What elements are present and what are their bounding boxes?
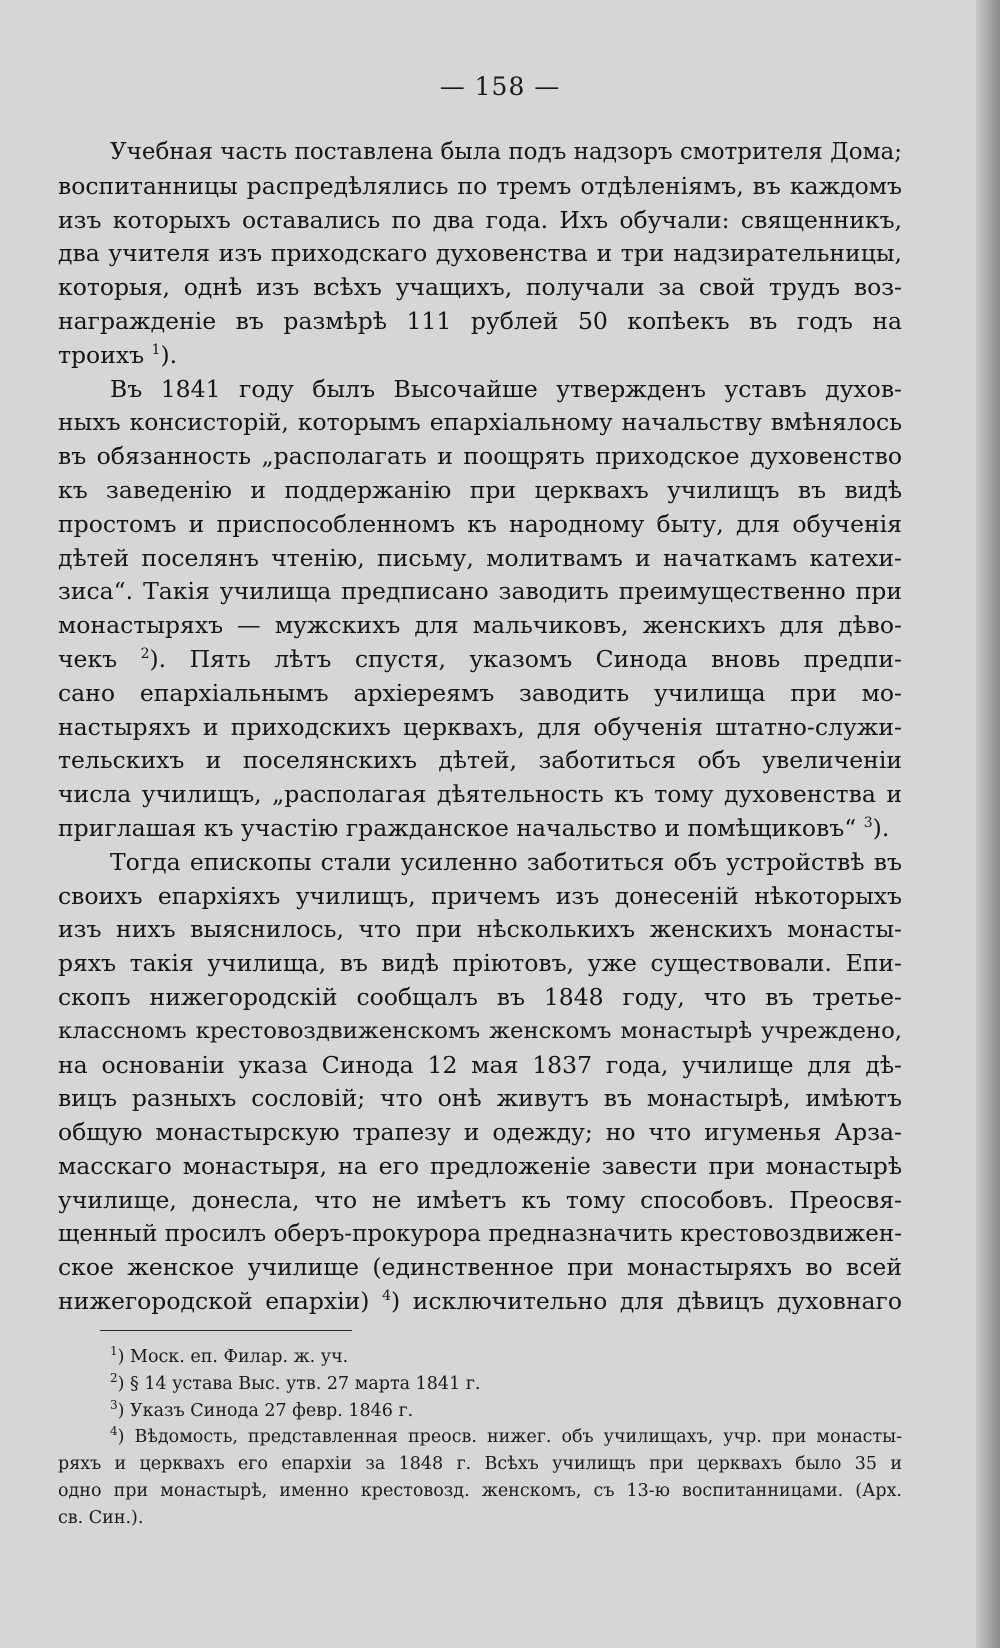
text-line (58, 981, 902, 1015)
footnote-line (58, 1505, 902, 1532)
footnote-text: св. Син.). (58, 1507, 144, 1528)
text-line (58, 947, 902, 981)
text-line (58, 1015, 902, 1049)
footnote-text: ) Вѣдомость, представленная преосв. нижег. объ училищахъ, учр. при монасты- (117, 1427, 902, 1448)
text-line (58, 1082, 902, 1116)
line-text: зиса“. Такія училища предписано заводить преимущественно при (58, 577, 902, 606)
line-text-after: ). (160, 340, 178, 369)
scan-edge-shadow (976, 0, 1000, 1648)
line-text: чекъ (58, 644, 141, 673)
text-line (58, 406, 902, 440)
line-text-after: ) исключительно для дѣвицъ духовнаго (390, 1287, 902, 1316)
text-line (58, 373, 902, 407)
line-text: настыряхъ и приходскихъ церквахъ, для обученія штатно-служи- (58, 712, 902, 741)
footnote-text: ) § 14 устава Выс. утв. 27 марта 1841 г. (117, 1373, 481, 1394)
text-line (58, 508, 902, 542)
line-text: къ заведенію и поддержанію при церквахъ училищъ въ видѣ (58, 475, 902, 504)
line-text: два учителя изъ приходскаго духовенства и три надзирательницы, (58, 239, 902, 268)
text-line (58, 1049, 902, 1083)
footnote-ref: 1 (151, 341, 161, 358)
text-line (58, 846, 902, 880)
line-text: на основаніи указа Синода 12 мая 1837 года, училище для дѣ- (58, 1050, 902, 1079)
text-line (58, 136, 902, 170)
footnote-ref: 2 (140, 645, 150, 662)
text-line (58, 880, 902, 914)
line-text-after: ). (872, 813, 890, 842)
text-line (58, 1116, 902, 1150)
body-text (58, 136, 902, 1319)
text-line (58, 1184, 902, 1218)
footnote-line (58, 1451, 902, 1478)
line-text: въ обязанность „располагать и поощрять приходское духовенство (58, 442, 902, 471)
text-line (58, 271, 902, 305)
footnote-text: ряхъ и церквахъ его епархіи за 1848 г. Всѣхъ училищъ при церквахъ было 35 и (58, 1454, 902, 1475)
footnote-line (58, 1344, 902, 1371)
footnote-ref: 4 (382, 1288, 391, 1305)
line-text-after: ). Пять лѣтъ спустя, указомъ Синода вновь предпи- (149, 644, 902, 673)
text-line (58, 711, 902, 745)
line-text: ряхъ такія училища, въ видѣ пріютовъ, уже существовали. Епи- (58, 949, 902, 978)
line-text: скопъ нижегородскій сообщалъ въ 1848 году, что въ третье- (58, 982, 902, 1011)
footnotes (58, 1344, 902, 1532)
line-text: общую монастырскую трапезу и одежду; но что игуменья Арза- (58, 1118, 902, 1147)
text-line (58, 305, 902, 339)
text-line (58, 237, 902, 271)
footnote-ref: 3 (863, 814, 873, 831)
line-text: вицъ разныхъ сословій; что онѣ живутъ въ монастырѣ, имѣютъ (58, 1084, 902, 1113)
text-line (58, 474, 902, 508)
line-text: изъ которыхъ оставались по два года. Ихъ обучали: священникъ, (58, 205, 902, 234)
text-line (58, 643, 902, 677)
line-text: Тогда епископы стали усиленно заботиться объ устройствѣ въ (110, 847, 902, 876)
line-text: простомъ и приспособленномъ къ народному быту, для обученія (58, 509, 902, 538)
text-line (58, 1150, 902, 1184)
line-text: своихъ епархіяхъ училищъ, причемъ изъ донесеній нѣкоторыхъ (58, 881, 902, 910)
line-text: нижегородской епархіи) (58, 1287, 383, 1316)
text-line (58, 1251, 902, 1285)
text-line (58, 744, 902, 778)
line-text: дѣтей поселянъ чтенію, письму, молитвамъ и начаткамъ катехи- (58, 543, 902, 572)
line-text: масскаго монастыря, на его предложеніе завести при монастырѣ (58, 1151, 902, 1180)
line-text: сано епархіальнымъ архіереямъ заводить училища при мо- (58, 678, 902, 707)
text-line (58, 170, 902, 204)
text-line (58, 778, 902, 812)
line-text: которыя, однѣ изъ всѣхъ учащихъ, получали за свой трудъ воз- (58, 273, 902, 302)
line-text: награжденіе въ размѣрѣ 111 рублей 50 копѣекъ въ годъ на (58, 306, 902, 335)
text-line (58, 1218, 902, 1252)
text-line (58, 575, 902, 609)
footnote-marker: 1 (110, 1344, 118, 1358)
footnote-text: ) Моск. еп. Филар. ж. уч. (117, 1347, 349, 1367)
text-line (58, 339, 902, 373)
line-text: приглашая къ участію гражданское начальство и помѣщиковъ“ (58, 813, 864, 842)
text-line (58, 204, 902, 238)
line-text: классномъ крестовоздвиженскомъ женскомъ монастырѣ учреждено, (58, 1017, 902, 1044)
line-text: тельскихъ и поселянскихъ дѣтей, заботиться объ увеличеніи (58, 746, 902, 775)
text-line (58, 1285, 902, 1319)
page-number: — 158 — (439, 72, 561, 101)
text-line (58, 542, 902, 576)
line-text: воспитанницы распредѣлялись по тремъ отдѣленіямъ, въ каждомъ (58, 171, 902, 200)
line-text: изъ нихъ выяснилось, что при нѣсколькихъ женскихъ монасты- (58, 915, 902, 944)
text-line (58, 677, 902, 711)
text-line (58, 812, 902, 846)
footnote-line (58, 1398, 902, 1425)
footnote-line (58, 1478, 902, 1505)
footnote-line (58, 1371, 902, 1398)
line-text: Въ 1841 году былъ Высочайше утвержденъ уставъ духов- (110, 374, 902, 403)
footnote-divider (100, 1330, 352, 1331)
line-text: ныхъ консисторій, которымъ епархіальному начальству вмѣнялось (58, 408, 902, 437)
footnote-marker: 2 (110, 1370, 118, 1385)
line-text: троихъ (58, 340, 152, 369)
line-text: училище, донесла, что не имѣетъ къ тому способовъ. Преосвя- (58, 1185, 902, 1214)
footnote-marker: 3 (110, 1397, 118, 1412)
line-text: числа училищъ, „располагая дѣятельность къ тому духовенства и (58, 780, 902, 809)
text-line (58, 913, 902, 947)
line-text: Учебная часть поставлена была подъ надзоръ смотрителя Дома; (110, 139, 902, 165)
line-text: щенный просилъ оберъ-прокурора предназначить крестовоздвижен- (58, 1220, 902, 1247)
line-text: ское женское училище (единственное при монастыряхъ во всей (58, 1253, 902, 1282)
footnote-marker: 4 (110, 1424, 118, 1439)
text-line (58, 609, 902, 643)
footnote-line (58, 1424, 902, 1451)
line-text: монастыряхъ — мужскихъ для мальчиковъ, женскихъ для дѣво- (58, 611, 902, 640)
text-line (58, 440, 902, 474)
footnote-text: ) Указъ Синода 27 февр. 1846 г. (117, 1400, 414, 1421)
footnote-text: одно при монастырѣ, именно крестовозд. женскомъ, съ 13-ю воспитанницами. (Арх. (58, 1480, 902, 1501)
